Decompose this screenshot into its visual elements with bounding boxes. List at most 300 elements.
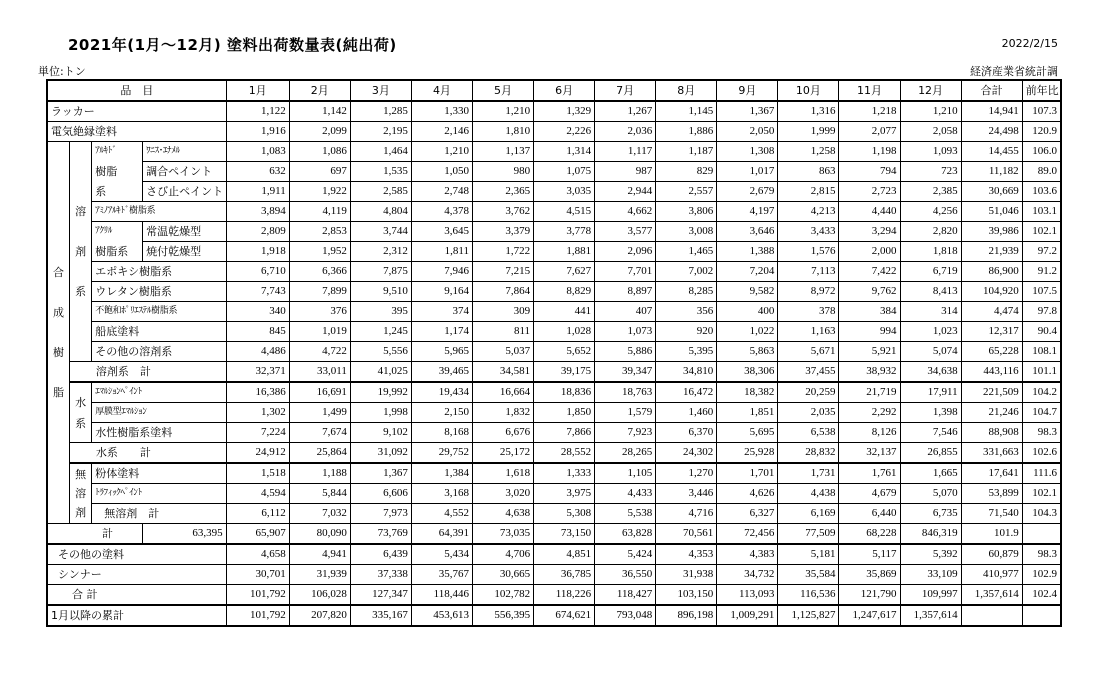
row-label: 無溶剤 計 — [92, 504, 226, 524]
value-cell: 5,695 — [717, 423, 778, 443]
value-cell: 309 — [472, 302, 533, 322]
value-cell: 1,665 — [900, 463, 961, 484]
yoy-cell: 106.0 — [1022, 142, 1061, 162]
header-row — [47, 80, 1061, 101]
value-cell: 1,810 — [472, 122, 533, 142]
value-cell: 18,836 — [534, 382, 595, 403]
value-cell: 3,008 — [656, 222, 717, 242]
value-cell: 1,811 — [411, 242, 472, 262]
value-cell: 2,853 — [289, 222, 350, 242]
value-cell: 1,761 — [839, 463, 900, 484]
table-row — [47, 585, 1061, 606]
row-label: ﾄﾗﾌｨｯｸﾍﾟｲﾝﾄ — [92, 484, 226, 504]
value-cell: 2,585 — [350, 182, 411, 202]
value-cell: 3,806 — [656, 202, 717, 222]
row-label: その他の溶剤系 — [92, 342, 226, 362]
value-cell: 63,395 — [143, 524, 226, 545]
value-cell: 1,330 — [411, 101, 472, 122]
value-cell: 811 — [472, 322, 533, 342]
value-cell: 73,769 — [350, 524, 411, 545]
value-cell: 207,820 — [289, 605, 350, 626]
total-cell: 60,879 — [961, 544, 1022, 565]
yoy-cell: 102.9 — [1022, 565, 1061, 585]
value-cell: 4,213 — [778, 202, 839, 222]
value-cell: 1,818 — [900, 242, 961, 262]
value-cell: 7,946 — [411, 262, 472, 282]
value-cell: 2,723 — [839, 182, 900, 202]
value-cell: 7,002 — [656, 262, 717, 282]
value-cell: 407 — [595, 302, 656, 322]
row-label: 計 — [47, 524, 143, 545]
value-cell: 7,422 — [839, 262, 900, 282]
value-cell: 7,866 — [534, 423, 595, 443]
value-cell: 7,973 — [350, 504, 411, 524]
shipment-table — [46, 79, 1062, 627]
value-cell: 6,538 — [778, 423, 839, 443]
value-cell: 101,792 — [226, 585, 289, 606]
value-cell: 9,102 — [350, 423, 411, 443]
value-cell: 34,810 — [656, 362, 717, 383]
total-cell: 14,941 — [961, 101, 1022, 122]
row-label: 船底塗料 — [92, 322, 226, 342]
row-label: 粉体塗料 — [92, 463, 226, 484]
value-cell: 4,722 — [289, 342, 350, 362]
value-cell: 2,077 — [839, 122, 900, 142]
total-cell: 221,509 — [961, 382, 1022, 403]
value-cell: 102,782 — [472, 585, 533, 606]
value-cell: 1,009,291 — [717, 605, 778, 626]
value-cell: 6,719 — [900, 262, 961, 282]
yoy-cell: 101.9 — [961, 524, 1022, 545]
value-cell: 28,552 — [534, 443, 595, 464]
value-cell: 384 — [839, 302, 900, 322]
yoy-cell: 101.1 — [1022, 362, 1061, 383]
value-cell: 1,918 — [226, 242, 289, 262]
column-header: 品 目 — [47, 80, 226, 101]
value-cell: 395 — [350, 302, 411, 322]
value-cell: 35,767 — [411, 565, 472, 585]
column-header: 1月 — [226, 80, 289, 101]
value-cell: 4,706 — [472, 544, 533, 565]
value-cell: 4,119 — [289, 202, 350, 222]
value-cell: 7,743 — [226, 282, 289, 302]
value-cell: 6,606 — [350, 484, 411, 504]
value-cell: 21,719 — [839, 382, 900, 403]
value-cell: 25,172 — [472, 443, 533, 464]
column-header: 10月 — [778, 80, 839, 101]
value-cell: 17,911 — [900, 382, 961, 403]
yoy-cell: 111.6 — [1022, 463, 1061, 484]
value-cell: 1,105 — [595, 463, 656, 484]
value-cell: 3,294 — [839, 222, 900, 242]
value-cell: 1,388 — [717, 242, 778, 262]
value-cell: 3,577 — [595, 222, 656, 242]
value-cell: 5,117 — [839, 544, 900, 565]
value-cell: 3,778 — [534, 222, 595, 242]
yoy-cell: 107.5 — [1022, 282, 1061, 302]
row-label: シンナー — [47, 565, 226, 585]
nonsolvent-category-label: 無 溶 剤 — [69, 463, 91, 524]
yoy-cell: 90.4 — [1022, 322, 1061, 342]
row-label: 不飽和ﾎﾟﾘｴｽﾃﾙ樹脂系 — [92, 302, 226, 322]
table-row — [47, 182, 1061, 202]
value-cell: 453,613 — [411, 605, 472, 626]
value-cell: 5,921 — [839, 342, 900, 362]
value-cell: 118,427 — [595, 585, 656, 606]
value-cell: 4,626 — [717, 484, 778, 504]
total-cell: 71,540 — [961, 504, 1022, 524]
value-cell: 1,198 — [839, 142, 900, 162]
yoy-cell: 97.2 — [1022, 242, 1061, 262]
value-cell: 1,188 — [289, 463, 350, 484]
value-cell: 400 — [717, 302, 778, 322]
value-cell: 29,752 — [411, 443, 472, 464]
value-cell: 1,576 — [778, 242, 839, 262]
value-cell: 1,886 — [656, 122, 717, 142]
value-cell: 24,302 — [656, 443, 717, 464]
table-row — [47, 322, 1061, 342]
value-cell: 8,413 — [900, 282, 961, 302]
value-cell: 1,073 — [595, 322, 656, 342]
value-cell: 1,270 — [656, 463, 717, 484]
value-cell: 1,535 — [350, 162, 411, 182]
value-cell: 5,652 — [534, 342, 595, 362]
column-header: 5月 — [472, 80, 533, 101]
value-cell: 30,701 — [226, 565, 289, 585]
value-cell: 4,716 — [656, 504, 717, 524]
yoy-cell: 108.1 — [1022, 342, 1061, 362]
row-label: 1月以降の累計 — [47, 605, 226, 626]
value-cell: 1,122 — [226, 101, 289, 122]
value-cell: 1,618 — [472, 463, 533, 484]
total-cell: 39,986 — [961, 222, 1022, 242]
value-cell: 39,347 — [595, 362, 656, 383]
row-label: 調合ペイント — [143, 162, 226, 182]
yoy-cell: 104.2 — [1022, 382, 1061, 403]
value-cell: 118,446 — [411, 585, 472, 606]
value-cell: 6,676 — [472, 423, 533, 443]
table-row — [47, 544, 1061, 565]
value-cell: 2,050 — [717, 122, 778, 142]
value-cell: 103,150 — [656, 585, 717, 606]
value-cell: 38,932 — [839, 362, 900, 383]
total-cell: 104,920 — [961, 282, 1022, 302]
value-cell: 28,265 — [595, 443, 656, 464]
value-cell: 1,142 — [289, 101, 350, 122]
value-cell: 1,398 — [900, 403, 961, 423]
value-cell: 1,302 — [226, 403, 289, 423]
row-label: ラッカー — [47, 101, 226, 122]
yoy-cell: 120.9 — [1022, 122, 1061, 142]
value-cell: 5,965 — [411, 342, 472, 362]
value-cell: 2,365 — [472, 182, 533, 202]
value-cell: 5,308 — [534, 504, 595, 524]
acryl-label: 樹脂系 — [92, 242, 143, 262]
table-row — [47, 362, 1061, 383]
gosei-category-label: 合 成 樹 脂 — [47, 142, 69, 524]
table-row — [47, 524, 1061, 545]
value-cell: 64,391 — [411, 524, 472, 545]
value-cell: 8,897 — [595, 282, 656, 302]
source-label: 経済産業省統計調 — [970, 65, 1058, 78]
value-cell: 723 — [900, 162, 961, 182]
column-header: 11月 — [839, 80, 900, 101]
value-cell: 1,922 — [289, 182, 350, 202]
value-cell: 9,510 — [350, 282, 411, 302]
table-row — [47, 423, 1061, 443]
value-cell: 1,218 — [839, 101, 900, 122]
value-cell: 9,762 — [839, 282, 900, 302]
report-date: 2022/2/15 — [1001, 37, 1058, 50]
value-cell: 8,972 — [778, 282, 839, 302]
value-cell: 2,036 — [595, 122, 656, 142]
value-cell: 70,561 — [656, 524, 717, 545]
value-cell: 18,763 — [595, 382, 656, 403]
value-cell: 1,851 — [717, 403, 778, 423]
value-cell: 4,440 — [839, 202, 900, 222]
value-cell: 37,338 — [350, 565, 411, 585]
value-cell: 1,722 — [472, 242, 533, 262]
row-label: その他の塗料 — [47, 544, 226, 565]
value-cell: 6,370 — [656, 423, 717, 443]
value-cell: 1,019 — [289, 322, 350, 342]
value-cell: 127,347 — [350, 585, 411, 606]
value-cell: 6,439 — [350, 544, 411, 565]
value-cell: 63,828 — [595, 524, 656, 545]
value-cell: 674,621 — [534, 605, 595, 626]
value-cell: 7,923 — [595, 423, 656, 443]
row-label: 水性樹脂系塗料 — [92, 423, 226, 443]
value-cell: 4,851 — [534, 544, 595, 565]
value-cell: 1,267 — [595, 101, 656, 122]
value-cell: 26,855 — [900, 443, 961, 464]
table-row — [47, 403, 1061, 423]
value-cell: 2,312 — [350, 242, 411, 262]
value-cell: 7,701 — [595, 262, 656, 282]
value-cell: 4,353 — [656, 544, 717, 565]
value-cell: 5,844 — [289, 484, 350, 504]
value-cell: 4,941 — [289, 544, 350, 565]
column-header: 4月 — [411, 80, 472, 101]
yoy-cell: 98.3 — [1022, 544, 1061, 565]
value-cell: 6,112 — [226, 504, 289, 524]
value-cell: 4,433 — [595, 484, 656, 504]
value-cell: 1,187 — [656, 142, 717, 162]
value-cell: 3,020 — [472, 484, 533, 504]
value-cell: 3,645 — [411, 222, 472, 242]
value-cell: 34,638 — [900, 362, 961, 383]
value-cell: 1,174 — [411, 322, 472, 342]
value-cell: 8,285 — [656, 282, 717, 302]
column-header: 12月 — [900, 80, 961, 101]
value-cell: 1,579 — [595, 403, 656, 423]
value-cell: 16,386 — [226, 382, 289, 403]
yoy-cell: 102.4 — [1022, 585, 1061, 606]
value-cell: 101,792 — [226, 605, 289, 626]
table-row — [47, 101, 1061, 122]
value-cell: 4,256 — [900, 202, 961, 222]
value-cell: 8,168 — [411, 423, 472, 443]
value-cell: 4,438 — [778, 484, 839, 504]
value-cell: 39,175 — [534, 362, 595, 383]
column-header: 7月 — [595, 80, 656, 101]
value-cell: 2,099 — [289, 122, 350, 142]
value-cell: 36,785 — [534, 565, 595, 585]
value-cell: 1,357,614 — [900, 605, 961, 626]
value-cell: 340 — [226, 302, 289, 322]
value-cell: 4,552 — [411, 504, 472, 524]
value-cell: 845 — [226, 322, 289, 342]
value-cell: 7,627 — [534, 262, 595, 282]
value-cell: 1,952 — [289, 242, 350, 262]
table-row — [47, 262, 1061, 282]
value-cell: 4,515 — [534, 202, 595, 222]
value-cell: 1,086 — [289, 142, 350, 162]
row-label: さび止ペイント — [143, 182, 226, 202]
value-cell: 1,125,827 — [778, 605, 839, 626]
table-row — [47, 504, 1061, 524]
value-cell: 314 — [900, 302, 961, 322]
value-cell: 16,691 — [289, 382, 350, 403]
table-row — [47, 242, 1061, 262]
value-cell: 4,638 — [472, 504, 533, 524]
value-cell: 31,938 — [656, 565, 717, 585]
alkyd-label: ｱﾙｷﾄﾞ — [92, 142, 143, 162]
value-cell: 1,245 — [350, 322, 411, 342]
value-cell: 6,366 — [289, 262, 350, 282]
value-cell: 1,464 — [350, 142, 411, 162]
total-cell: 53,899 — [961, 484, 1022, 504]
value-cell: 4,378 — [411, 202, 472, 222]
table-body — [47, 80, 1061, 626]
value-cell: 4,383 — [717, 544, 778, 565]
value-cell: 1,247,617 — [839, 605, 900, 626]
total-cell: 51,046 — [961, 202, 1022, 222]
solvent-category-label: 溶 剤 系 — [69, 142, 91, 362]
value-cell: 2,809 — [226, 222, 289, 242]
value-cell: 6,169 — [778, 504, 839, 524]
total-cell: 410,977 — [961, 565, 1022, 585]
value-cell: 1,314 — [534, 142, 595, 162]
value-cell: 1,117 — [595, 142, 656, 162]
value-cell: 8,126 — [839, 423, 900, 443]
value-cell: 73,150 — [534, 524, 595, 545]
value-cell: 793,048 — [595, 605, 656, 626]
value-cell: 3,894 — [226, 202, 289, 222]
row-label: 合 計 — [47, 585, 226, 606]
value-cell: 5,538 — [595, 504, 656, 524]
yoy-cell: 102.1 — [1022, 222, 1061, 242]
value-cell: 1,367 — [350, 463, 411, 484]
value-cell: 987 — [595, 162, 656, 182]
value-cell: 5,434 — [411, 544, 472, 565]
value-cell: 6,710 — [226, 262, 289, 282]
value-cell: 2,226 — [534, 122, 595, 142]
total-cell: 846,319 — [900, 524, 961, 545]
column-header: 前年比 — [1022, 80, 1061, 101]
value-cell: 1,308 — [717, 142, 778, 162]
unit-label: 単位:トン — [38, 65, 86, 78]
value-cell: 7,113 — [778, 262, 839, 282]
value-cell: 1,911 — [226, 182, 289, 202]
table-row — [47, 382, 1061, 403]
total-cell: 11,182 — [961, 162, 1022, 182]
value-cell: 1,731 — [778, 463, 839, 484]
value-cell: 6,327 — [717, 504, 778, 524]
total-cell: 4,474 — [961, 302, 1022, 322]
value-cell: 5,556 — [350, 342, 411, 362]
value-cell: 1,075 — [534, 162, 595, 182]
table-row — [47, 443, 1061, 464]
value-cell: 38,306 — [717, 362, 778, 383]
value-cell: 34,581 — [472, 362, 533, 383]
value-cell: 1,083 — [226, 142, 289, 162]
total-cell: 1,357,614 — [961, 585, 1022, 606]
value-cell: 4,486 — [226, 342, 289, 362]
total-cell: 12,317 — [961, 322, 1022, 342]
value-cell: 16,664 — [472, 382, 533, 403]
value-cell: 896,198 — [656, 605, 717, 626]
row-label: 溶剤系 計 — [69, 362, 226, 383]
water-category-label: 水 系 — [69, 382, 91, 443]
value-cell: 9,164 — [411, 282, 472, 302]
value-cell: 4,679 — [839, 484, 900, 504]
value-cell: 335,167 — [350, 605, 411, 626]
value-cell: 7,875 — [350, 262, 411, 282]
value-cell: 106,028 — [289, 585, 350, 606]
value-cell: 1,832 — [472, 403, 533, 423]
value-cell: 7,204 — [717, 262, 778, 282]
value-cell: 3,744 — [350, 222, 411, 242]
value-cell: 1,460 — [656, 403, 717, 423]
value-cell: 1,050 — [411, 162, 472, 182]
column-header: 合計 — [961, 80, 1022, 101]
value-cell: 7,032 — [289, 504, 350, 524]
value-cell: 5,181 — [778, 544, 839, 565]
value-cell: 2,944 — [595, 182, 656, 202]
value-cell: 6,735 — [900, 504, 961, 524]
total-cell — [961, 605, 1022, 626]
row-label: エポキシ樹脂系 — [92, 262, 226, 282]
row-label: ｴﾏﾙｼｮﾝﾍﾟｲﾝﾄ — [92, 382, 226, 403]
value-cell: 5,392 — [900, 544, 961, 565]
value-cell: 65,907 — [226, 524, 289, 545]
value-cell: 3,762 — [472, 202, 533, 222]
value-cell: 1,210 — [900, 101, 961, 122]
value-cell: 556,395 — [472, 605, 533, 626]
value-cell: 7,674 — [289, 423, 350, 443]
alkyd-label: 系 — [92, 182, 143, 202]
column-header: 8月 — [656, 80, 717, 101]
value-cell: 1,137 — [472, 142, 533, 162]
table-row — [47, 484, 1061, 504]
value-cell: 1,384 — [411, 463, 472, 484]
column-header: 2月 — [289, 80, 350, 101]
value-cell: 4,804 — [350, 202, 411, 222]
value-cell: 72,456 — [717, 524, 778, 545]
table-row — [47, 282, 1061, 302]
value-cell: 1,329 — [534, 101, 595, 122]
yoy-cell: 103.1 — [1022, 202, 1061, 222]
value-cell: 829 — [656, 162, 717, 182]
value-cell: 2,748 — [411, 182, 472, 202]
row-label: 常温乾燥型 — [143, 222, 226, 242]
table-row — [47, 605, 1061, 626]
value-cell: 28,832 — [778, 443, 839, 464]
table-row — [47, 302, 1061, 322]
value-cell: 19,992 — [350, 382, 411, 403]
total-cell: 24,498 — [961, 122, 1022, 142]
